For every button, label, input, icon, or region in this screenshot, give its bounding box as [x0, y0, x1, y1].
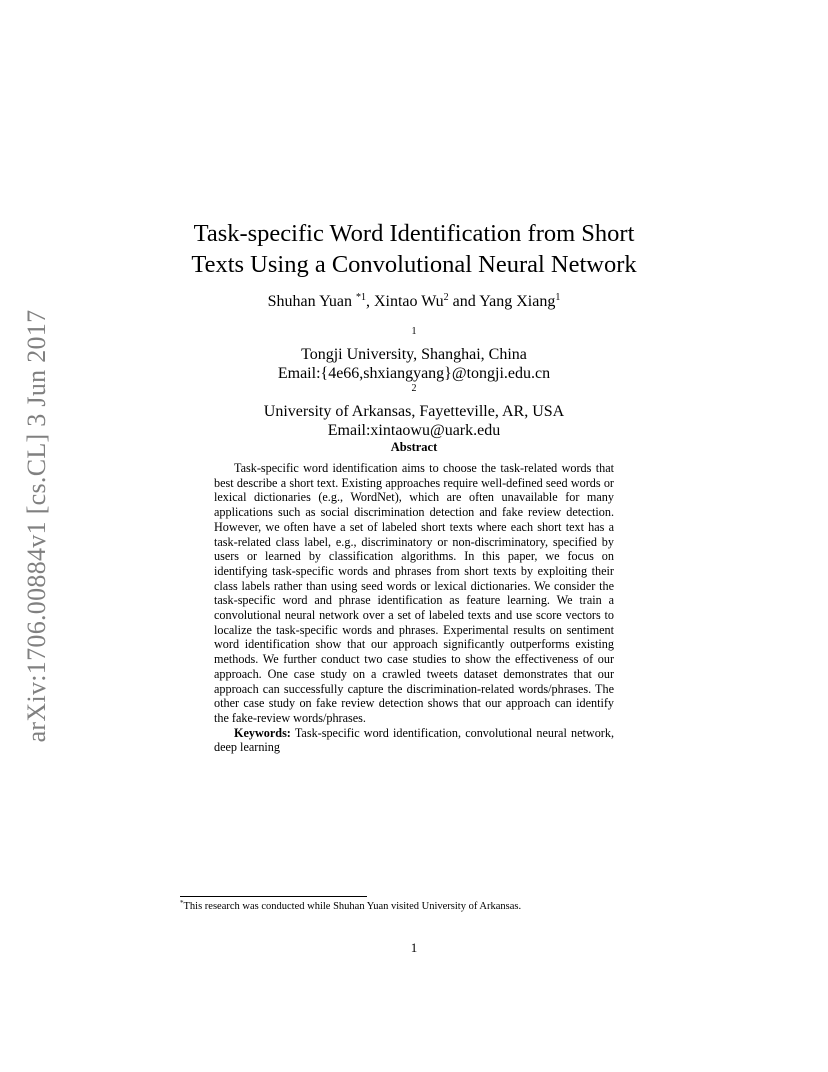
- affiliation-line: $^1$ Tongji University, Shanghai, China: [301, 326, 527, 363]
- keywords-text: Task-specific word identification, convolutional neural network, deep learning: [214, 725, 614, 755]
- paper-title: [150, 218, 678, 280]
- keywords-label: Keywords:: [234, 725, 291, 740]
- abstract-body: [214, 461, 614, 755]
- author-name: Shuhan Yuan: [267, 293, 352, 310]
- footnote-text: This research was conducted while Shuhan Yuan visited University of Arkansas.: [183, 901, 522, 912]
- title-line-2: Texts Using a Convolutional Neural Network: [191, 251, 637, 278]
- footnote-rule: [180, 896, 367, 897]
- footnote: [180, 901, 640, 912]
- keywords: [214, 726, 614, 755]
- affiliation-mark: 2: [411, 383, 417, 394]
- affiliation-line: Email:xintaowu@uark.edu: [327, 422, 501, 439]
- author-list: [150, 292, 678, 312]
- footnote-mark: *: [180, 899, 184, 907]
- author-name: Yang Xiang: [479, 293, 556, 310]
- affiliation-mark: 1: [411, 326, 417, 337]
- author-marks: *1: [355, 292, 366, 303]
- arxiv-identifier: arXiv:1706.00884v1 [cs.CL] 3 Jun 2017: [22, 309, 51, 743]
- abstract-text: Task-specific word identification aims to choose the task-related words that best describe a short text. Existing approaches require well-defined seed words or lexical dictionaries (e.g., WordNet), which are often unavailable for many applications such as social discrimination detection and fake review detection. However, we often have a set of labeled short texts where each short text has a task-related class label, e.g., discriminatory or non-discriminatory, specified by users or learned by classification algorithms. In this paper, we focus on identifying task-specific words and phrases from short texts by exploiting their class labels rather than using seed words or lexical dictionaries. We consider the task-specific word and phrase identification as feature learning. We train a convolutional neural network over a set of labeled texts and use score vectors to localize the task-specific words and phrases. Experimental results on sentiment word identification show that our approach significantly outperforms existing methods. We further conduct two case studies to show the effectiveness of our approach. One case study on a crawled tweets dataset demonstrates that our approach can successfully capture the discrimination-related words/phrases. The other case study on fake review detection shows that our approach can identify the fake-review words/phrases.: [214, 461, 614, 725]
- author-marks: 2: [443, 292, 449, 303]
- affiliation-line: Email:{4e66,shxiangyang}@tongji.edu.cn: [277, 365, 551, 382]
- author-name: Xintao Wu: [373, 293, 444, 310]
- author-separator: ,: [365, 293, 374, 310]
- abstract-heading: Abstract: [390, 440, 438, 454]
- page-number: 1: [410, 940, 418, 955]
- affiliation-line: $^2$ University of Arkansas, Fayetteville, AR, USA: [263, 383, 565, 420]
- author-separator: and: [448, 293, 480, 310]
- affiliations: [150, 326, 678, 440]
- author-marks: 1: [555, 292, 561, 303]
- title-line-1: Task-specific Word Identification from Short: [193, 220, 635, 247]
